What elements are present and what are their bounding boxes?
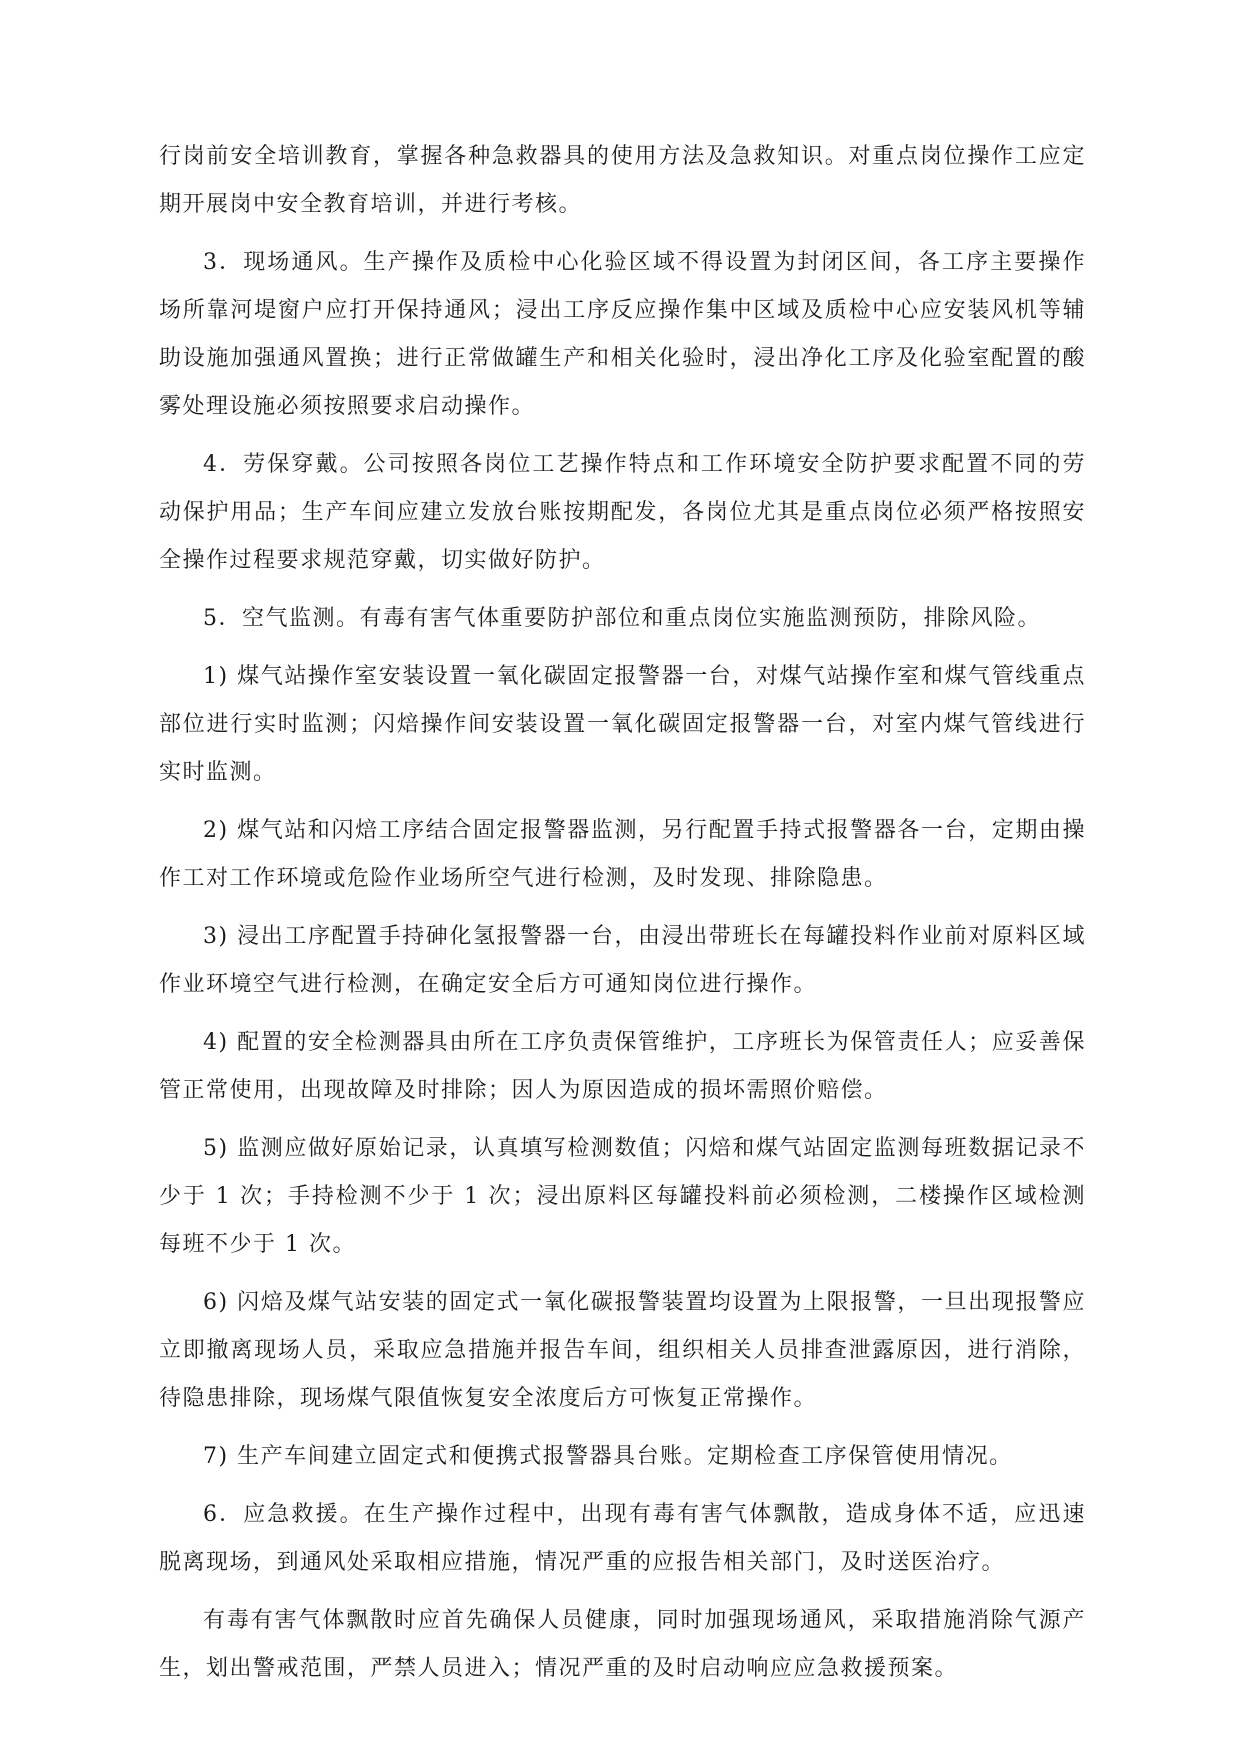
paragraph-emergency-measures: 有毒有害气体飘散时应首先确保人员健康，同时加强现场通风，采取措施消除气源产生，划出警戒范围，严禁人员进入；情况严重的及时启动响应应急救援预案。 xyxy=(159,1608,1086,1681)
paragraph-monitoring-item-1: 1) 煤气站操作室安装设置一氧化碳固定报警器一台，对煤气站操作室和煤气管线重点部位进行实时监测；闪焙操作间安装设置一氧化碳固定报警器一台，对室内煤气管线进行实时监测。 xyxy=(159,664,1086,785)
paragraph-ventilation: 3．现场通风。生产操作及质检中心化验区域不得设置为封闭区间，各工序主要操作场所靠河堤窗户应打开保持通风；浸出工序反应操作集中区域及质检中心应安装风机等辅助设施加强通风置换；进行正常做罐生产和相关化验时，浸出净化工序及化验室配置的酸雾处理设施必须按照要求启动操作。 xyxy=(159,250,1086,419)
paragraph-monitoring-item-4: 4) 配置的安全检测器具由所在工序负责保管维护，工序班长为保管责任人；应妥善保管正常使用，出现故障及时排除；因人为原因造成的损坏需照价赔偿。 xyxy=(159,1030,1086,1103)
document-body xyxy=(159,133,1086,1703)
paragraph-emergency-rescue: 6．应急救援。在生产操作过程中，出现有毒有害气体飘散，造成身体不适，应迅速脱离现场，到通风处采取相应措施，情况严重的应报告相关部门，及时送医治疗。 xyxy=(159,1502,1086,1575)
paragraph-protective-equipment: 4．劳保穿戴。公司按照各岗位工艺操作特点和工作环境安全防护要求配置不同的劳动保护用品；生产车间应建立发放台账按期配发，各岗位尤其是重点岗位必须严格按照安全操作过程要求规范穿戴，切实做好防护。 xyxy=(159,452,1086,573)
paragraph-monitoring-item-6: 6) 闪焙及煤气站安装的固定式一氧化碳报警装置均设置为上限报警，一旦出现报警应立即撤离现场人员，采取应急措施并报告车间，组织相关人员排查泄露原因，进行消除，待隐患排除，现场煤气限值恢复安全浓度后方可恢复正常操作。 xyxy=(159,1290,1086,1411)
paragraph-monitoring-item-3: 3) 浸出工序配置手持砷化氢报警器一台，由浸出带班长在每罐投料作业前对原料区域作业环境空气进行检测，在确定安全后方可通知岗位进行操作。 xyxy=(159,924,1086,997)
paragraph-air-monitoring: 5．空气监测。有毒有害气体重要防护部位和重点岗位实施监测预防，排除风险。 xyxy=(203,606,1041,631)
paragraph-monitoring-item-2: 2) 煤气站和闪焙工序结合固定报警器监测，另行配置手持式报警器各一台，定期由操作工对工作环境或危险作业场所空气进行检测，及时发现、排除隐患。 xyxy=(159,818,1086,891)
paragraph-monitoring-item-5: 5) 监测应做好原始记录，认真填写检测数值；闪焙和煤气站固定监测每班数据记录不少于 1 次；手持检测不少于 1 次；浸出原料区每罐投料前必须检测，二楼操作区域检测每班不少于 1 次。 xyxy=(159,1136,1086,1257)
paragraph-monitoring-item-7: 7) 生产车间建立固定式和便携式报警器具台账。定期检查工序保管使用情况。 xyxy=(203,1444,1013,1469)
paragraph-continuation: 行岗前安全培训教育，掌握各种急救器具的使用方法及急救知识。对重点岗位操作工应定期开展岗中安全教育培训，并进行考核。 xyxy=(159,144,1086,217)
